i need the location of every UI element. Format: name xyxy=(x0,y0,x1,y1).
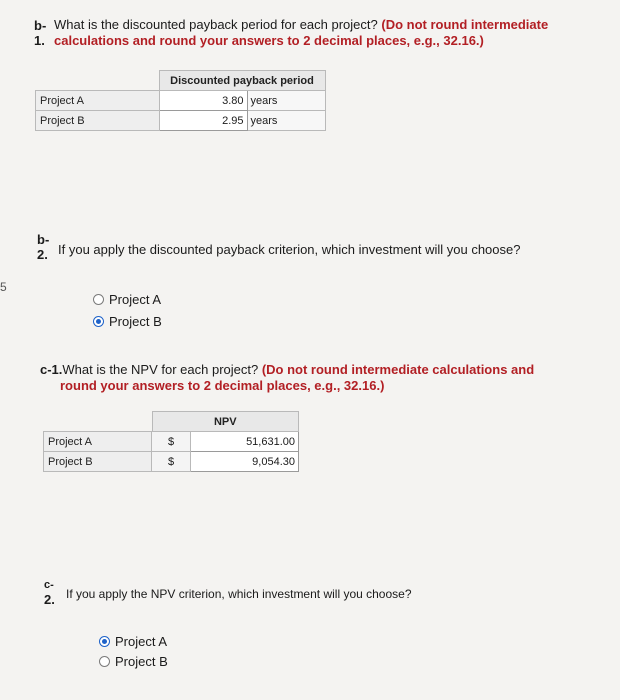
currency-symbol: $ xyxy=(152,432,191,452)
project-a-npv-input[interactable]: 51,631.00 xyxy=(191,432,299,452)
npv-table xyxy=(43,411,299,472)
q-c1-prompt xyxy=(40,362,580,378)
radio-selected-icon[interactable] xyxy=(93,316,104,327)
project-a-payback-input[interactable]: 3.80 xyxy=(159,91,247,111)
project-b-npv-input[interactable]: 9,054.30 xyxy=(191,452,299,472)
q-b1-number-top: b- xyxy=(34,18,47,33)
unit-label: years xyxy=(247,111,325,131)
b2-option-project-a[interactable] xyxy=(93,292,161,307)
q-c1-number: c-1. xyxy=(40,362,63,377)
table-header: Discounted payback period xyxy=(159,71,325,91)
q-b2-text: If you apply the discounted payback criterion, which investment will you choose? xyxy=(58,242,521,257)
c2-option-project-b[interactable] xyxy=(99,654,168,669)
q-c1-text: What is the NPV for each project? xyxy=(62,362,259,377)
table-row xyxy=(44,452,299,472)
q-c2-number-bottom: 2. xyxy=(44,592,55,607)
project-b-payback-input[interactable]: 2.95 xyxy=(159,111,247,131)
b2-option-project-b[interactable] xyxy=(93,314,162,329)
q-b1-instruction-2: calculations and round your answers to 2 decimal places, e.g., 32.16.) xyxy=(54,33,484,48)
q-c2-text: If you apply the NPV criterion, which investment will you choose? xyxy=(66,587,412,601)
table-row xyxy=(36,111,326,131)
currency-symbol: $ xyxy=(152,452,191,472)
table-corner xyxy=(36,71,160,91)
edge-mark: 5 xyxy=(0,280,7,294)
q-b2-number-top: b- xyxy=(37,232,50,247)
option-label: Project A xyxy=(109,292,162,307)
q-c1-instruction-2: round your answers to 2 decimal places, e.g., 32.16.) xyxy=(60,378,385,393)
q-b1-number-bottom: 1. xyxy=(34,33,45,48)
radio-unselected-icon[interactable] xyxy=(93,294,104,305)
radio-selected-icon[interactable] xyxy=(99,636,110,647)
option-label: Project B xyxy=(115,654,168,669)
unit-label: years xyxy=(247,91,325,111)
row-label: Project B xyxy=(36,111,160,131)
row-label: Project B xyxy=(44,452,152,472)
q-b2-number-bottom: 2. xyxy=(37,247,48,262)
q-c2-number-top: c- xyxy=(44,579,54,591)
row-label: Project A xyxy=(36,91,160,111)
q-b1-text: What is the discounted payback period for each project? xyxy=(54,17,378,32)
table-row xyxy=(44,432,299,452)
q-b1-prompt xyxy=(54,17,609,33)
table-corner xyxy=(44,412,152,432)
c2-option-project-a[interactable] xyxy=(99,634,167,649)
row-label: Project A xyxy=(44,432,152,452)
radio-unselected-icon[interactable] xyxy=(99,656,110,667)
q-b1-instruction-1: (Do not round intermediate xyxy=(381,17,549,32)
option-label: Project B xyxy=(109,314,162,329)
discounted-payback-table xyxy=(35,70,326,131)
q-c1-instruction-1: (Do not round intermediate calculations and xyxy=(261,362,535,377)
table-row xyxy=(36,91,326,111)
option-label: Project A xyxy=(115,634,168,649)
table-header: NPV xyxy=(152,412,299,432)
